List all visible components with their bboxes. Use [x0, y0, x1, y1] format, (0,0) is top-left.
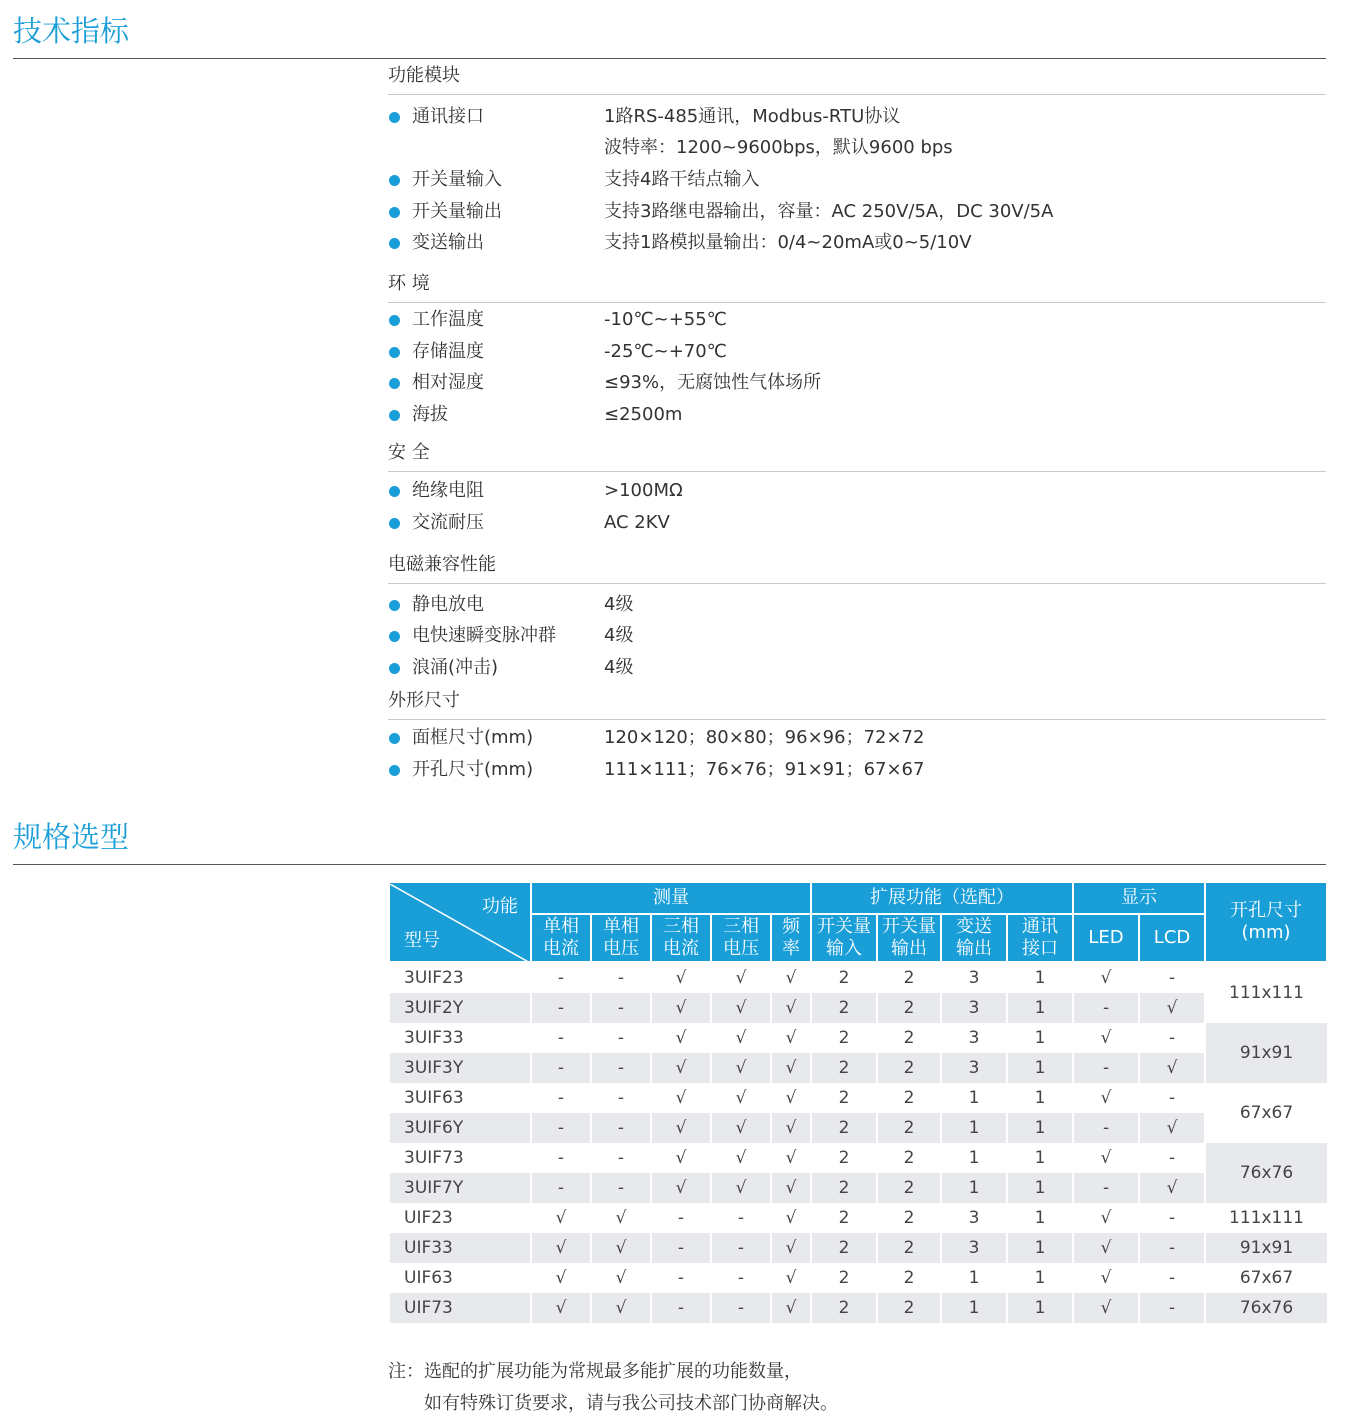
spec-value: 4级 [604, 657, 634, 678]
value-cell: √ [591, 1293, 651, 1323]
spec-label: 交流耐压 [412, 512, 484, 533]
value-cell: √ [711, 1083, 771, 1113]
note-line-2: 如有特殊订货要求，请与我公司技术部门协商解决。 [424, 1393, 838, 1414]
model-cell: 3UIF6Y [389, 1113, 531, 1143]
value-cell: - [711, 1293, 771, 1323]
value-cell: - [1139, 1293, 1205, 1323]
value-cell: - [711, 1203, 771, 1233]
value-cell: √ [771, 1143, 811, 1173]
bullet-icon [389, 238, 400, 249]
value-cell: - [531, 1173, 591, 1203]
bullet-icon [389, 347, 400, 358]
value-cell: - [531, 962, 591, 993]
value-cell: √ [1073, 1203, 1139, 1233]
spec-label: 开孔尺寸(mm) [412, 759, 534, 780]
model-cell: 3UIF33 [389, 1023, 531, 1053]
value-cell: 2 [811, 1173, 877, 1203]
selection-table [388, 881, 1328, 1323]
value-cell: √ [531, 1233, 591, 1263]
value-cell: - [1073, 1053, 1139, 1083]
sub-header: LED [1073, 914, 1139, 962]
value-cell: - [1139, 1023, 1205, 1053]
spec-value: 111×111；76×76；91×91；67×67 [604, 759, 925, 780]
cutout-cell: 76x76 [1205, 1143, 1327, 1203]
value-cell: 1 [941, 1263, 1007, 1293]
spec-value-extra: 波特率：1200~9600bps，默认9600 bps [604, 137, 953, 158]
value-cell: 2 [811, 962, 877, 993]
spec-label: 存储温度 [412, 341, 484, 362]
value-cell: √ [711, 1143, 771, 1173]
spec-row [388, 228, 1326, 258]
selection-rule [13, 864, 1326, 865]
table-row [389, 1173, 1327, 1203]
value-cell: √ [531, 1293, 591, 1323]
value-cell: √ [1139, 1053, 1205, 1083]
value-cell: √ [651, 1053, 711, 1083]
value-cell: - [1139, 1233, 1205, 1263]
table-row [389, 1023, 1327, 1053]
group-expand: 扩展功能（选配） [811, 882, 1073, 914]
table-row [389, 1263, 1327, 1293]
cutout-cell: 91x91 [1205, 1023, 1327, 1083]
sub-header: 单相 电压 [591, 914, 651, 962]
value-cell: √ [711, 962, 771, 993]
value-cell: √ [651, 962, 711, 993]
spec-group-title: 电磁兼容性能 [388, 553, 1326, 584]
value-cell: √ [1139, 1113, 1205, 1143]
value-cell: - [531, 993, 591, 1023]
spec-row [388, 755, 1326, 785]
bullet-icon [389, 315, 400, 326]
model-cell: UIF33 [389, 1233, 531, 1263]
spec-row [388, 400, 1326, 430]
value-cell: 2 [877, 1293, 941, 1323]
value-cell: √ [771, 1023, 811, 1053]
sub-header: 三相 电流 [651, 914, 711, 962]
table-row [389, 1113, 1327, 1143]
value-cell: - [651, 1233, 711, 1263]
value-cell: √ [1139, 993, 1205, 1023]
value-cell: 1 [941, 1143, 1007, 1173]
model-cell: 3UIF3Y [389, 1053, 531, 1083]
spec-row [388, 337, 1326, 367]
value-cell: - [591, 1143, 651, 1173]
value-cell: 1 [1007, 1113, 1073, 1143]
spec-label: 相对湿度 [412, 372, 484, 393]
value-cell: - [711, 1263, 771, 1293]
value-cell: √ [771, 1293, 811, 1323]
model-cell: 3UIF7Y [389, 1173, 531, 1203]
spec-label: 海拔 [412, 404, 448, 425]
value-cell: 1 [941, 1293, 1007, 1323]
value-cell: √ [591, 1263, 651, 1293]
value-cell: - [591, 1113, 651, 1143]
value-cell: √ [771, 1263, 811, 1293]
table-row [389, 1233, 1327, 1263]
bullet-icon [389, 175, 400, 186]
value-cell: 2 [877, 1023, 941, 1053]
value-cell: 1 [1007, 1203, 1073, 1233]
spec-value: -25℃~+70℃ [604, 341, 727, 362]
value-cell: 2 [811, 1233, 877, 1263]
value-cell: √ [591, 1203, 651, 1233]
table-row [389, 1293, 1327, 1323]
value-cell: 2 [877, 1053, 941, 1083]
value-cell: √ [1073, 1083, 1139, 1113]
bullet-icon [389, 733, 400, 744]
value-cell: 1 [1007, 1083, 1073, 1113]
spec-row [388, 621, 1326, 651]
bullet-icon [389, 112, 400, 123]
bullet-icon [389, 663, 400, 674]
value-cell: - [1139, 1083, 1205, 1113]
corner-model-label: 型号 [404, 930, 440, 951]
value-cell: √ [771, 1113, 811, 1143]
bullet-icon [389, 207, 400, 218]
spec-row [388, 368, 1326, 398]
bullet-icon [389, 631, 400, 642]
value-cell: 1 [941, 1173, 1007, 1203]
value-cell: √ [711, 1173, 771, 1203]
value-cell: √ [1073, 962, 1139, 993]
value-cell: - [1073, 1113, 1139, 1143]
value-cell: √ [651, 1113, 711, 1143]
sub-header: 频 率 [771, 914, 811, 962]
value-cell: 3 [941, 1233, 1007, 1263]
corner-function-label: 功能 [482, 896, 518, 917]
value-cell: 2 [811, 1203, 877, 1233]
value-cell: 2 [877, 1203, 941, 1233]
value-cell: √ [1139, 1173, 1205, 1203]
value-cell: 2 [877, 1113, 941, 1143]
value-cell: - [1139, 962, 1205, 993]
spec-value: -10℃~+55℃ [604, 309, 727, 330]
spec-row [388, 653, 1326, 683]
value-cell: - [1139, 1263, 1205, 1293]
value-cell: - [591, 993, 651, 1023]
value-cell: 1 [1007, 1053, 1073, 1083]
spec-label: 面框尺寸(mm) [412, 727, 534, 748]
sub-header: 开关量 输入 [811, 914, 877, 962]
value-cell: √ [771, 993, 811, 1023]
spec-row [388, 305, 1326, 335]
value-cell: 1 [941, 1113, 1007, 1143]
value-cell: √ [651, 993, 711, 1023]
value-cell: - [531, 1023, 591, 1053]
value-cell: - [531, 1113, 591, 1143]
value-cell: √ [711, 1053, 771, 1083]
sub-header: 变送 输出 [941, 914, 1007, 962]
spec-label: 开关量输入 [412, 169, 502, 190]
value-cell: √ [771, 1233, 811, 1263]
value-cell: - [1139, 1203, 1205, 1233]
value-cell: - [711, 1233, 771, 1263]
value-cell: 2 [877, 1083, 941, 1113]
value-cell: √ [711, 1023, 771, 1053]
value-cell: - [591, 962, 651, 993]
spec-label: 变送输出 [412, 232, 484, 253]
value-cell: - [1073, 993, 1139, 1023]
corner-header [389, 882, 531, 962]
value-cell: 1 [1007, 1293, 1073, 1323]
bullet-icon [389, 518, 400, 529]
value-cell: √ [1073, 1233, 1139, 1263]
value-cell: 2 [811, 1293, 877, 1323]
sub-header: 开关量 输出 [877, 914, 941, 962]
value-cell: 2 [811, 1113, 877, 1143]
spec-value: >100MΩ [604, 480, 683, 501]
spec-label: 开关量输出 [412, 201, 502, 222]
spec-value: 1路RS-485通讯，Modbus-RTU协议 [604, 106, 901, 127]
sub-header: LCD [1139, 914, 1205, 962]
spec-label: 浪涌(冲击) [412, 657, 499, 678]
value-cell: - [531, 1143, 591, 1173]
model-cell: UIF23 [389, 1203, 531, 1233]
model-cell: 3UIF63 [389, 1083, 531, 1113]
spec-label: 电快速瞬变脉冲群 [412, 625, 556, 646]
cutout-cell: 67x67 [1205, 1083, 1327, 1143]
value-cell: √ [771, 1203, 811, 1233]
value-cell: 2 [877, 993, 941, 1023]
sub-header: 通讯 接口 [1007, 914, 1073, 962]
bullet-icon [389, 410, 400, 421]
model-cell: 3UIF2Y [389, 993, 531, 1023]
cutout-cell: 111x111 [1205, 962, 1327, 1023]
value-cell: 2 [811, 1053, 877, 1083]
model-cell: UIF63 [389, 1263, 531, 1293]
value-cell: √ [651, 1173, 711, 1203]
model-cell: 3UIF23 [389, 962, 531, 993]
spec-row [388, 102, 1326, 158]
spec-row [388, 508, 1326, 538]
value-cell: √ [1073, 1143, 1139, 1173]
value-cell: √ [771, 1083, 811, 1113]
group-display: 显示 [1073, 882, 1205, 914]
spec-value: 支持1路模拟量输出：0/4~20mA或0~5/10V [604, 232, 972, 253]
spec-group-title: 安 全 [388, 441, 1326, 472]
value-cell: 2 [811, 1023, 877, 1053]
table-row [389, 962, 1327, 993]
spec-row [388, 723, 1326, 753]
spec-value: 4级 [604, 625, 634, 646]
value-cell: 2 [877, 1143, 941, 1173]
value-cell: √ [771, 962, 811, 993]
bullet-icon [389, 378, 400, 389]
value-cell: - [651, 1203, 711, 1233]
spec-row [388, 197, 1326, 227]
value-cell: √ [531, 1203, 591, 1233]
spec-label: 通讯接口 [412, 106, 484, 127]
value-cell: 1 [1007, 1023, 1073, 1053]
value-cell: 1 [941, 1083, 1007, 1113]
spec-value: ≤2500m [604, 404, 683, 425]
bullet-icon [389, 765, 400, 776]
value-cell: 2 [811, 1263, 877, 1293]
spec-label: 绝缘电阻 [412, 480, 484, 501]
spec-group-title: 环 境 [388, 272, 1326, 303]
value-cell: 3 [941, 1023, 1007, 1053]
value-cell: - [651, 1263, 711, 1293]
value-cell: 3 [941, 962, 1007, 993]
value-cell: 2 [811, 1083, 877, 1113]
value-cell: √ [1073, 1023, 1139, 1053]
value-cell: - [651, 1293, 711, 1323]
table-row [389, 993, 1327, 1023]
value-cell: √ [771, 1053, 811, 1083]
spec-value: 支持3路继电器输出，容量：AC 250V/5A，DC 30V/5A [604, 201, 1054, 222]
value-cell: 1 [1007, 1233, 1073, 1263]
spec-group-title: 外形尺寸 [388, 689, 1326, 720]
value-cell: 1 [1007, 1173, 1073, 1203]
header-row-groups [389, 882, 1327, 914]
table-row [389, 1053, 1327, 1083]
cutout-cell: 91x91 [1205, 1233, 1327, 1263]
value-cell: - [1073, 1173, 1139, 1203]
spec-group-title: 功能模块 [388, 64, 1326, 95]
value-cell: 2 [877, 962, 941, 993]
value-cell: √ [531, 1263, 591, 1293]
selection-title: 规格选型 [13, 820, 130, 854]
spec-row [388, 476, 1326, 506]
sub-header: 单相 电流 [531, 914, 591, 962]
model-cell: UIF73 [389, 1293, 531, 1323]
spec-value: 支持4路干结点输入 [604, 169, 760, 190]
value-cell: - [591, 1173, 651, 1203]
value-cell: √ [591, 1233, 651, 1263]
value-cell: √ [711, 1113, 771, 1143]
spec-row [388, 165, 1326, 195]
group-cutout: 开孔尺寸 (mm) [1205, 882, 1327, 962]
value-cell: √ [711, 993, 771, 1023]
value-cell: 1 [1007, 993, 1073, 1023]
value-cell: 2 [877, 1173, 941, 1203]
value-cell: 2 [811, 993, 877, 1023]
value-cell: √ [1073, 1293, 1139, 1323]
value-cell: 2 [811, 1143, 877, 1173]
cutout-cell: 76x76 [1205, 1293, 1327, 1323]
bullet-icon [389, 600, 400, 611]
bullet-icon [389, 486, 400, 497]
value-cell: 3 [941, 993, 1007, 1023]
value-cell: √ [651, 1083, 711, 1113]
value-cell: - [591, 1083, 651, 1113]
value-cell: √ [651, 1023, 711, 1053]
spec-value: AC 2KV [604, 512, 670, 533]
note-line-1: 注：选配的扩展功能为常规最多能扩展的功能数量， [388, 1361, 802, 1382]
cutout-cell: 67x67 [1205, 1263, 1327, 1293]
tech-spec-rule [13, 58, 1326, 59]
value-cell: 1 [1007, 1263, 1073, 1293]
table-row [389, 1083, 1327, 1113]
value-cell: 1 [1007, 1143, 1073, 1173]
spec-label: 工作温度 [412, 309, 484, 330]
table-row [389, 1203, 1327, 1233]
value-cell: √ [771, 1173, 811, 1203]
spec-value: ≤93%，无腐蚀性气体场所 [604, 372, 822, 393]
value-cell: √ [1073, 1263, 1139, 1293]
cutout-cell: 111x111 [1205, 1203, 1327, 1233]
value-cell: 2 [877, 1233, 941, 1263]
model-cell: 3UIF73 [389, 1143, 531, 1173]
sub-header: 三相 电压 [711, 914, 771, 962]
value-cell: 1 [1007, 962, 1073, 993]
value-cell: - [531, 1053, 591, 1083]
corner-cell [390, 884, 530, 960]
group-measure: 测量 [531, 882, 811, 914]
value-cell: - [531, 1083, 591, 1113]
table-row [389, 1143, 1327, 1173]
spec-value: 120×120；80×80；96×96；72×72 [604, 727, 925, 748]
value-cell: 3 [941, 1203, 1007, 1233]
spec-label: 静电放电 [412, 594, 484, 615]
value-cell: √ [651, 1143, 711, 1173]
value-cell: 3 [941, 1053, 1007, 1083]
spec-value: 4级 [604, 594, 634, 615]
spec-row [388, 590, 1326, 620]
value-cell: - [591, 1053, 651, 1083]
tech-spec-title: 技术指标 [13, 14, 130, 48]
value-cell: - [591, 1023, 651, 1053]
value-cell: - [1139, 1143, 1205, 1173]
value-cell: 2 [877, 1263, 941, 1293]
